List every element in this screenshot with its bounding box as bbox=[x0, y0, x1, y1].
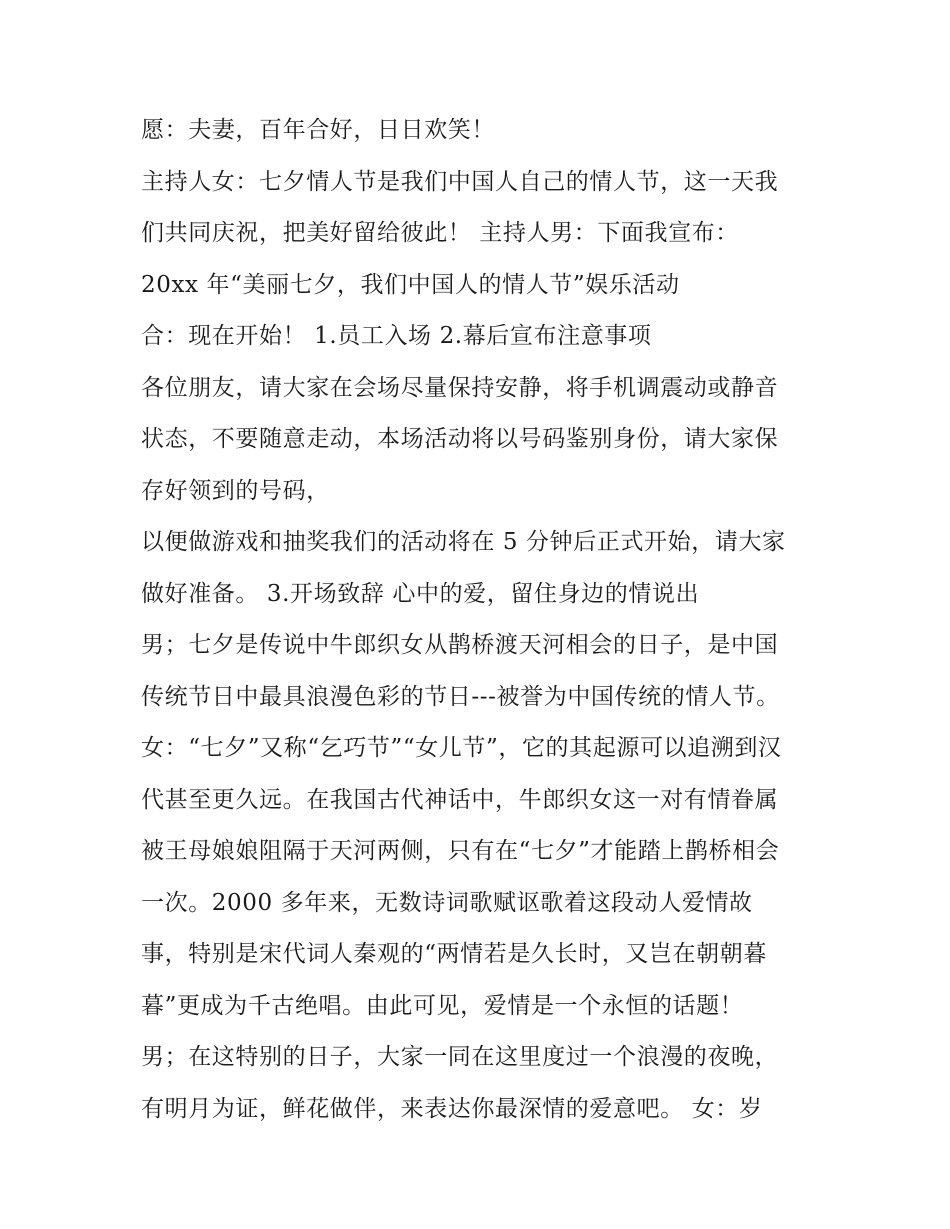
text-line: 女：“七夕”又称“乞巧节”“女儿节”，它的其起源可以追溯到汉 bbox=[141, 735, 782, 761]
text-line: 传统节日中最具浪漫色彩的节日---被誉为中国传统的情人节。 bbox=[141, 683, 780, 710]
text-line: 有明月为证，鲜花做伴，来表达你最深情的爱意吧。 女：岁 bbox=[141, 1095, 763, 1122]
text-line: 各位朋友，请大家在会场尽量保持安静，将手机调震动或静音 bbox=[141, 374, 779, 401]
text-line: 男；七夕是传说中牛郎织女从鹊桥渡天河相会的日子，是中国 bbox=[141, 632, 779, 658]
text-line: 20xx 年“美丽七夕，我们中国人的情人节”娱乐活动 bbox=[141, 271, 680, 298]
document-text-body bbox=[141, 108, 821, 1138]
text-line: 以便做游戏和抽奖我们的活动将在 5 分钟后正式开始，请大家 bbox=[141, 529, 786, 555]
text-line: 愿：夫妻，百年合好，日日欢笑！ bbox=[141, 117, 495, 143]
text-line: 主持人女：七夕情人节是我们中国人自己的情人节，这一天我 bbox=[141, 168, 779, 195]
text-line: 状态，不要随意走动，本场活动将以号码鉴别身份，请大家保 bbox=[141, 426, 779, 452]
text-line: 一次。2000 多年来，无数诗词歌赋讴歌着这段动人爱情故 bbox=[141, 889, 753, 916]
text-line: 们共同庆祝，把美好留给彼此！ 主持人男：下面我宣布： bbox=[141, 220, 739, 246]
text-line: 合：现在开始！ 1.员工入场 2.幕后宣布注意事项 bbox=[141, 323, 652, 349]
text-line: 做好准备。 3.开场致辞 心中的爱，留住身边的情说出 bbox=[141, 580, 700, 607]
text-line: 男；在这特别的日子，大家一同在这里度过一个浪漫的夜晚， bbox=[141, 1044, 779, 1070]
text-line: 被王母娘娘阻隔于天河两侧，只有在“七夕”才能踏上鹊桥相会 bbox=[141, 838, 780, 864]
text-line: 代甚至更久远。在我国古代神话中，牛郎织女这一对有情眷属 bbox=[141, 786, 779, 813]
text-line: 暮”更成为千古绝唱。由此可见，爱情是一个永恒的话题！ bbox=[141, 992, 744, 1019]
text-line: 事，特别是宋代词人秦观的“两情若是久长时，又岂在朝朝暮 bbox=[141, 941, 767, 967]
text-line: 存好领到的号码， bbox=[141, 477, 330, 504]
